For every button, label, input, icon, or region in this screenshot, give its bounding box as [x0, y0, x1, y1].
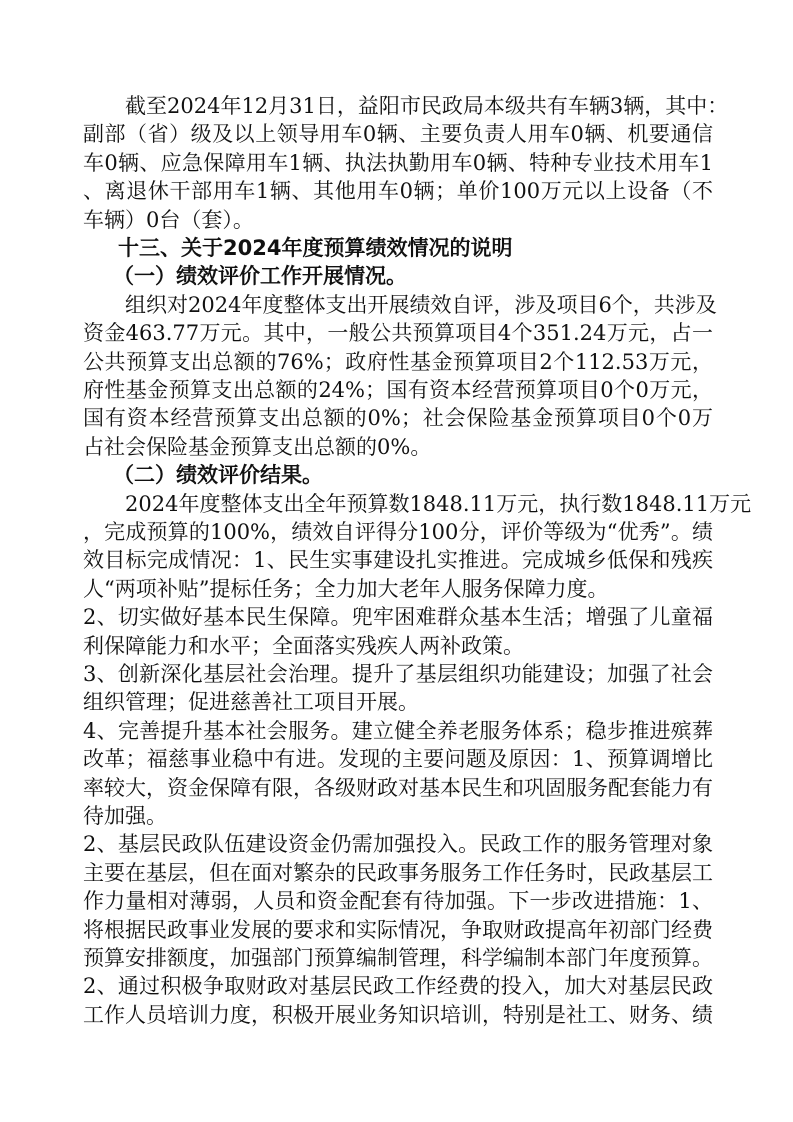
body-text-line: 利保障能力和水平；全面落实残疾人两补政策。: [83, 633, 524, 658]
body-text-line: 2、切实做好基本民生保障。兜牢困难群众基本生活；增强了儿童福: [83, 605, 713, 630]
body-text-line: 车辆）0台（套）。: [83, 207, 254, 232]
body-text-line: 改革；福慈事业稳中有进。发现的主要问题及原因：1、预算调增比: [83, 747, 713, 772]
subsection-heading: （二）绩效评价结果。: [113, 463, 323, 488]
body-text-line: 人“两项补贴”提标任务；全力加大老年人服务保障力度。: [83, 576, 609, 601]
body-text-line: 作力量相对薄弱，人员和资金配套有待加强。下一步改进措施：1、: [83, 889, 713, 914]
body-text-line: 4、完善提升基本社会服务。建立健全养老服务体系；稳步推进殡葬: [83, 718, 713, 743]
body-text-line: 副部（省）级及以上领导用车0辆、主要负责人用车0辆、机要通信: [83, 122, 713, 147]
body-text-line: 工作人员培训力度，积极开展业务知识培训，特别是社工、财务、绩: [83, 1002, 713, 1027]
body-text-line: 国有资本经营预算支出总额的0%；社会保险基金预算项目0个0万: [83, 406, 713, 431]
subsection-heading: （一）绩效评价工作开展情况。: [113, 264, 407, 289]
body-text-line: 预算安排额度，加强部门预算编制管理，科学编制本部门年度预算。: [83, 946, 713, 970]
body-text-line: 率较大，资金保障有限，各级财政对基本民生和巩固服务配套能力有: [83, 775, 713, 800]
body-text-line: 待加强。: [83, 804, 167, 828]
body-text-line: 2、通过积极争取财政对基层民政工作经费的投入，加大对基层民政: [83, 974, 713, 999]
body-text-line: 府性基金预算支出总额的24%；国有资本经营预算项目0个0万元，: [83, 378, 713, 402]
body-text-line: 将根据民政事业发展的要求和实际情况，争取财政提高年初部门经费: [83, 917, 713, 942]
body-text-line: 车0辆、应急保障用车1辆、执法执勤用车0辆、特种专业技术用车1: [83, 150, 713, 175]
section-heading: 十三、关于2024年度预算绩效情况的说明: [118, 236, 513, 260]
body-text-line: 组织对2024年度整体支出开展绩效自评，涉及项目6个，共涉及: [125, 292, 717, 317]
body-text-line: 资金463.77万元。其中，一般公共预算项目4个351.24万元，占一: [83, 321, 713, 346]
body-text-line: 、离退休干部用车1辆、其他用车0辆；单价100万元以上设备（不: [83, 179, 713, 204]
body-text-line: 2、基层民政队伍建设资金仍需加强投入。民政工作的服务管理对象: [83, 832, 713, 857]
body-text-line: 效目标完成情况：1、民生实事建设扎实推进。完成城乡低保和残疾: [83, 548, 713, 573]
body-text-line: 组织管理；促进慈善社工项目开展。: [83, 690, 419, 715]
body-text-line: 公共预算支出总额的76%；政府性基金预算项目2个112.53万元，: [83, 349, 713, 374]
body-text-line: ，完成预算的100%，绩效自评得分100分，评价等级为“优秀”。绩: [83, 520, 713, 544]
body-text-line: 占社会保险基金预算支出总额的0%。: [83, 434, 432, 459]
body-text-line: 3、创新深化基层社会治理。提升了基层组织功能建设；加强了社会: [83, 662, 713, 686]
body-text-line: 主要在基层，但在面对繁杂的民政事务服务工作任务时，民政基层工: [83, 860, 713, 885]
body-text-line: 2024年度整体支出全年预算数1848.11万元，执行数1848.11万元: [125, 491, 752, 516]
body-text-line: 截至2024年12月31日，益阳市民政局本级共有车辆3辆，其中：: [125, 94, 729, 118]
